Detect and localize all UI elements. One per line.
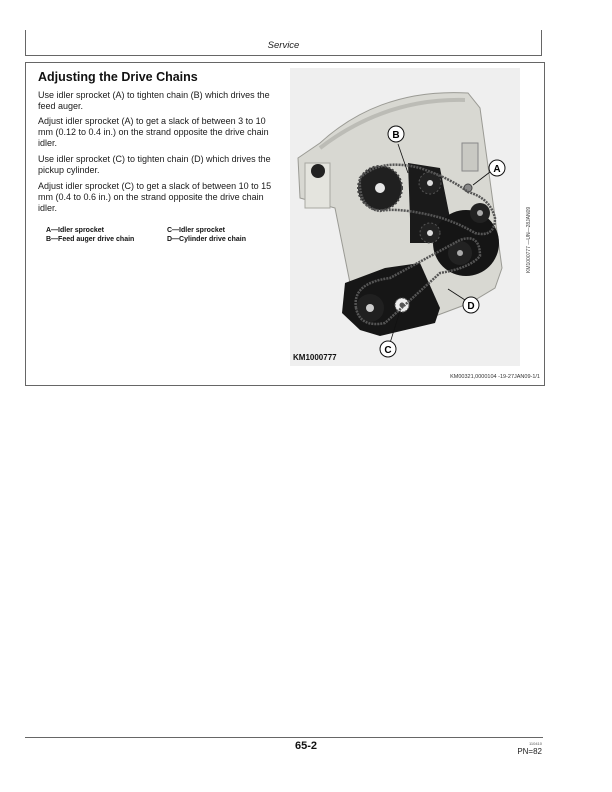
legend-item-c: C—Idler sprocket	[167, 227, 225, 234]
paragraph-4: Adjust idler sprocket (C) to get a slack of between 10 to 15 mm (0.4 to 0.6 in.) on the strand opposite the drive chain idler.	[38, 181, 272, 213]
header-title: Service	[267, 40, 300, 51]
svg-text:A: A	[493, 164, 501, 175]
paragraph-2: Adjust idler sprocket (A) to get a slack of between 3 to 10 mm (0.12 to 0.4 in.) on the strand opposite the drive chain idler.	[38, 116, 269, 148]
paragraph-3: Use idler sprocket (C) to tighten chain (D) which drives the pickup cylinder.	[38, 154, 271, 175]
figure-side-code: KM1000777 —UN—28JAN09	[526, 206, 532, 273]
page-number: 65-2	[294, 740, 318, 752]
footer-small-code: 110410	[528, 741, 542, 746]
reference-code: KM00321,0000104 -19-27JAN09-1/1	[450, 374, 540, 380]
legend-item-b: B—Feed auger drive chain	[46, 236, 135, 243]
callout-a	[489, 160, 505, 176]
callout-d	[463, 297, 479, 313]
paragraph-1: Use idler sprocket (A) to tighten chain (B) which drives the feed auger.	[38, 90, 270, 111]
svg-text:D: D	[467, 301, 475, 312]
page-header	[25, 30, 542, 56]
section-title: Adjusting the Drive Chains	[38, 70, 198, 84]
drive-chain-figure	[290, 68, 520, 366]
footer-divider	[25, 737, 543, 738]
legend-item-a: A—Idler sprocket	[46, 227, 104, 234]
figure-id: KM1000777	[293, 353, 337, 362]
callout-b	[388, 126, 404, 142]
legend-item-d: D—Cylinder drive chain	[167, 236, 246, 243]
content-section	[25, 62, 545, 386]
svg-text:B: B	[392, 130, 400, 141]
svg-text:C: C	[384, 345, 392, 356]
footer-pn: PN=82	[517, 747, 542, 756]
callout-c	[380, 341, 396, 357]
drive-chain-illustration	[290, 68, 520, 366]
